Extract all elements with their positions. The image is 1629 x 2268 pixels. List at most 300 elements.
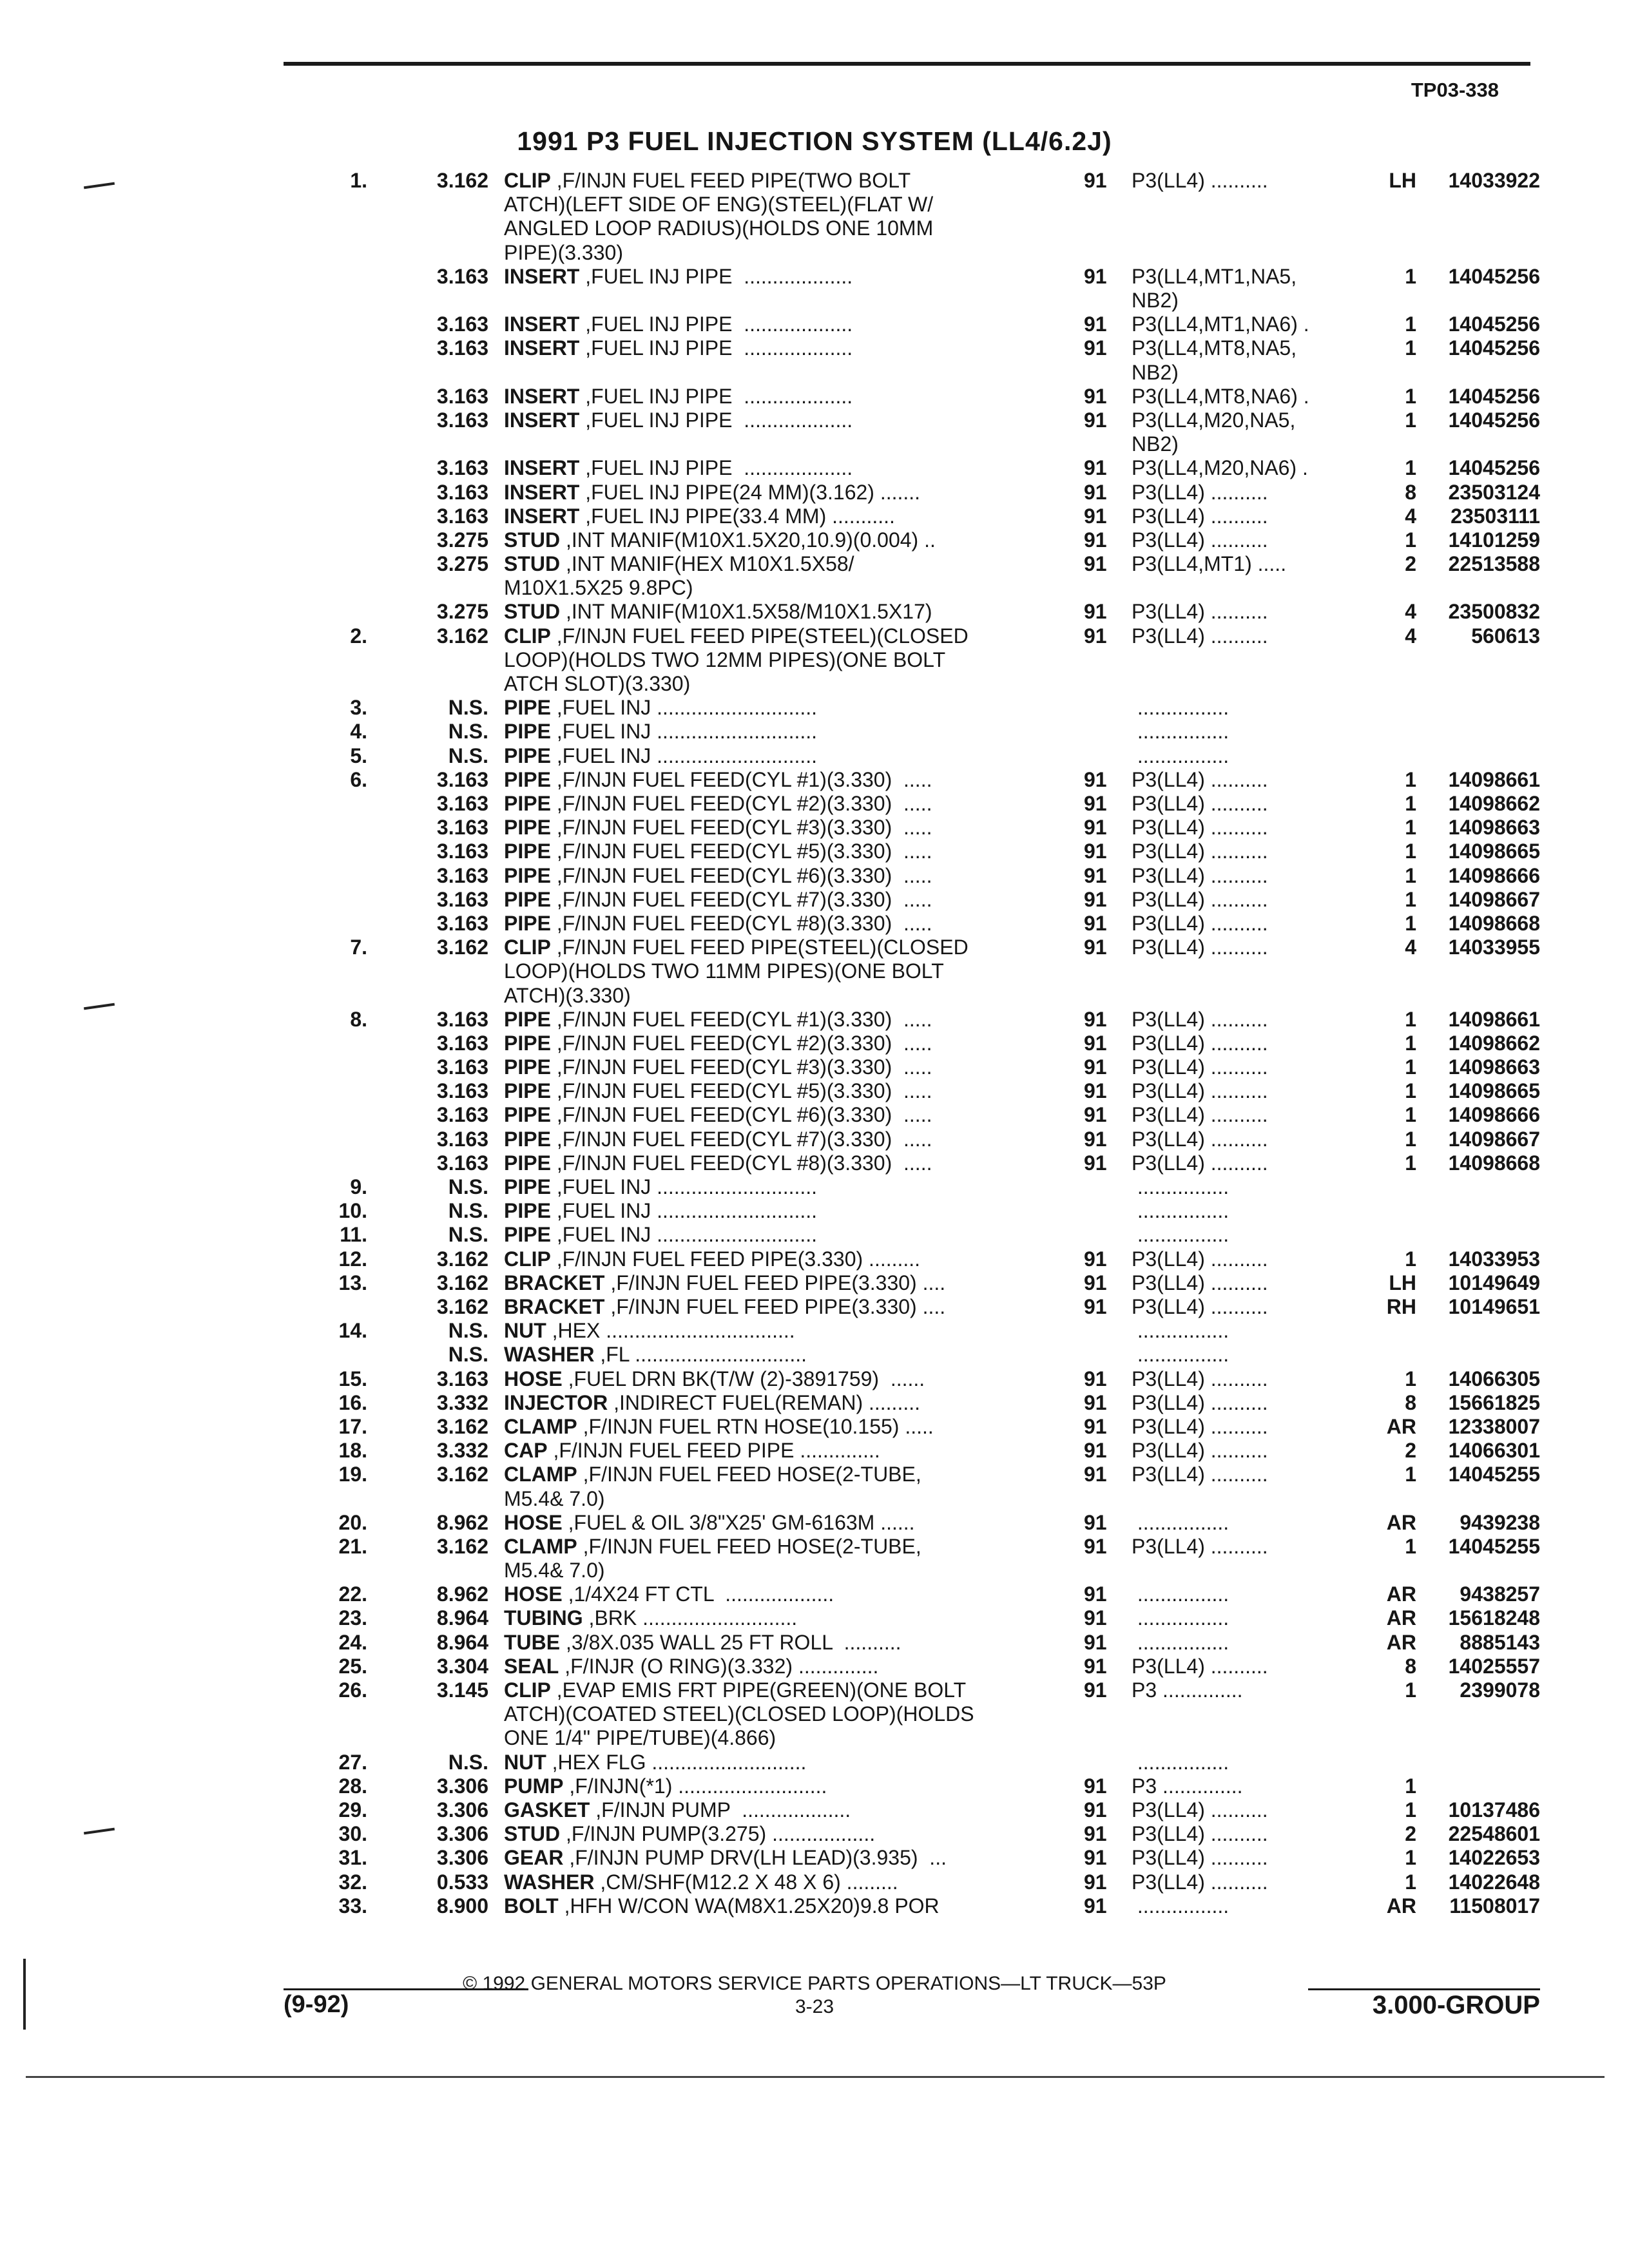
part-row — [0, 1343, 1629, 1367]
model-usage: P3(LL4) .......... — [1132, 1870, 1268, 1894]
model-year: 91 — [1084, 312, 1107, 336]
group-number: 0.533 — [436, 1870, 488, 1894]
part-number: 14098667 — [1448, 1127, 1540, 1151]
model-year: 91 — [1084, 1846, 1107, 1870]
part-description — [504, 1415, 1032, 1439]
part-detail: ,F/INJN FUEL FEED(CYL #6)(3.330) ..... — [550, 863, 932, 887]
group-number: 3.163 — [436, 312, 488, 336]
model-usage: P3 .............. — [1132, 1678, 1243, 1702]
model-year: 91 — [1084, 504, 1107, 528]
model-usage: P3(LL4) .......... — [1132, 1846, 1268, 1870]
model-usage: ................ — [1132, 720, 1229, 744]
part-description — [504, 408, 1032, 432]
model-year: 91 — [1084, 552, 1107, 576]
part-name: CLAMP — [504, 1414, 577, 1438]
model-usage: P3(LL4) .......... — [1132, 911, 1268, 935]
part-row — [0, 600, 1629, 624]
part-name: PIPE — [504, 911, 551, 935]
part-description — [504, 265, 1032, 289]
part-detail: ,FUEL INJ ............................ — [550, 744, 818, 767]
part-number: 14098663 — [1448, 1055, 1540, 1079]
part-description — [504, 336, 1032, 360]
part-number: 14098663 — [1448, 816, 1540, 840]
part-description — [504, 1774, 1032, 1798]
part-name: TUBING — [504, 1606, 583, 1630]
part-number: 14098661 — [1448, 1007, 1540, 1031]
part-name: PIPE — [504, 1151, 551, 1175]
part-row — [0, 1678, 1629, 1751]
group-number: 3.163 — [436, 1007, 488, 1031]
model-year: 91 — [1084, 480, 1107, 504]
part-row — [0, 385, 1629, 408]
footer-copyright: © 1992 GENERAL MOTORS SERVICE PARTS OPERATIONS—LT TRUCK—53P — [463, 1973, 1166, 1994]
ref-number: 10. — [338, 1199, 367, 1223]
ref-number: 21. — [338, 1534, 367, 1558]
part-detail: ,FUEL INJ ............................ — [550, 1199, 818, 1223]
quantity: LH — [1389, 1271, 1416, 1294]
ref-number: 33. — [338, 1894, 367, 1917]
group-number: 3.163 — [436, 1055, 488, 1079]
part-description — [504, 768, 1032, 792]
group-number: 3.163 — [436, 504, 488, 528]
part-description — [504, 169, 1032, 265]
model-year: 91 — [1084, 600, 1107, 624]
model-year: 91 — [1084, 1630, 1107, 1654]
model-usage: ................ — [1132, 1343, 1229, 1367]
part-description — [504, 1894, 1032, 1918]
part-row — [0, 1295, 1629, 1319]
part-name: PIPE — [504, 1103, 551, 1127]
part-row — [0, 768, 1629, 792]
part-number: 2399078 — [1460, 1678, 1540, 1702]
part-name: WASHER — [504, 1870, 595, 1894]
part-detail: ,FUEL INJ PIPE ................... — [579, 408, 853, 432]
part-number: 14033955 — [1448, 936, 1540, 959]
quantity: 1 — [1405, 1534, 1416, 1558]
part-detail: ,F/INJN PUMP ................... — [590, 1798, 851, 1821]
model-usage: P3(LL4) .......... — [1132, 1007, 1268, 1031]
part-number: 10149649 — [1448, 1271, 1540, 1294]
part-row — [0, 1032, 1629, 1055]
part-description — [504, 1343, 1032, 1367]
part-name: PIPE — [504, 1127, 551, 1151]
part-number: 14098668 — [1448, 1151, 1540, 1175]
part-row — [0, 1606, 1629, 1630]
quantity: 2 — [1405, 1439, 1416, 1463]
part-row — [0, 1846, 1629, 1870]
quantity: 8 — [1405, 1654, 1416, 1678]
part-row — [0, 1103, 1629, 1127]
quantity: 8 — [1405, 1390, 1416, 1414]
ref-number: 22. — [338, 1582, 367, 1606]
quantity: 1 — [1405, 911, 1416, 935]
group-number: 3.162 — [436, 1247, 488, 1271]
part-description — [504, 1199, 1032, 1223]
part-number: 15618248 — [1448, 1606, 1540, 1630]
part-description — [504, 1391, 1032, 1415]
part-description — [504, 1175, 1032, 1199]
part-number: 14045255 — [1448, 1534, 1540, 1558]
group-number: 3.163 — [436, 384, 488, 408]
part-row — [0, 481, 1629, 505]
group-number: 8.964 — [436, 1606, 488, 1630]
part-row — [0, 312, 1629, 336]
model-year: 91 — [1084, 1774, 1107, 1798]
part-row — [0, 840, 1629, 863]
part-description — [504, 456, 1032, 480]
part-description — [504, 600, 1032, 624]
part-detail: ,HFH W/CON WA(M8X1.25X20)9.8 POR — [558, 1894, 940, 1917]
part-detail: ,F/INJN FUEL FEED(CYL #2)(3.330) ..... — [550, 1031, 932, 1055]
model-year: 91 — [1084, 1870, 1107, 1894]
part-description — [504, 1870, 1032, 1894]
part-description — [504, 481, 1032, 505]
group-number: 3.275 — [436, 528, 488, 552]
model-usage: P3(LL4) .......... — [1132, 1463, 1268, 1486]
ref-number: 7. — [350, 936, 367, 959]
model-usage: ................ — [1132, 744, 1229, 767]
part-row — [0, 792, 1629, 816]
group-number: 3.163 — [436, 1127, 488, 1151]
model-usage: P3(LL4) .......... — [1132, 480, 1268, 504]
part-row — [0, 720, 1629, 744]
model-year: 91 — [1084, 1606, 1107, 1630]
part-row — [0, 265, 1629, 312]
part-description — [504, 1751, 1032, 1774]
model-year: 91 — [1084, 767, 1107, 791]
quantity: 1 — [1405, 1678, 1416, 1702]
part-name: BOLT — [504, 1894, 559, 1917]
ref-number: 5. — [350, 744, 367, 767]
part-detail: ,FUEL INJ PIPE ................... — [579, 384, 853, 408]
model-usage: P3(LL4,MT1) ..... — [1132, 552, 1287, 576]
group-number: N.S. — [448, 1199, 488, 1223]
part-name: PIPE — [504, 1079, 551, 1103]
bottom-rule — [26, 2076, 1605, 2078]
model-usage: P3 .............. — [1132, 1774, 1243, 1798]
part-number: 10137486 — [1448, 1798, 1540, 1821]
quantity: 1 — [1405, 264, 1416, 288]
part-detail: ,F/INJN FUEL FEED PIPE(STEEL)(CLOSED LOOP)(HOLDS TWO 12MM PIPES)(ONE BOLT ATCH SLOT)(3.330) — [504, 624, 969, 696]
part-name: INSERT — [504, 408, 580, 432]
group-number: 3.163 — [436, 264, 488, 288]
part-number: 560613 — [1471, 624, 1540, 648]
part-description — [504, 1223, 1032, 1247]
quantity: 1 — [1405, 1870, 1416, 1894]
part-row — [0, 912, 1629, 936]
model-usage: P3(LL4) .......... — [1132, 887, 1268, 911]
quantity: 1 — [1405, 312, 1416, 336]
part-number: 14045256 — [1448, 312, 1540, 336]
part-detail: ,HEX FLG ........................... — [546, 1750, 807, 1774]
model-year: 91 — [1084, 1127, 1107, 1151]
group-number: 3.163 — [436, 767, 488, 791]
quantity: 8 — [1405, 480, 1416, 504]
model-year: 91 — [1084, 336, 1107, 360]
part-row — [0, 1079, 1629, 1103]
model-year: 91 — [1084, 1414, 1107, 1438]
part-detail: ,F/INJN(*1) .......................... — [563, 1774, 827, 1798]
group-number: 3.162 — [436, 1294, 488, 1318]
part-name: PIPE — [504, 792, 551, 816]
ref-number: 1. — [350, 169, 367, 192]
part-name: CLIP — [504, 1678, 551, 1702]
part-name: PIPE — [504, 1055, 551, 1079]
part-description — [504, 792, 1032, 816]
ref-number: 15. — [338, 1367, 367, 1390]
quantity: 1 — [1405, 528, 1416, 552]
part-detail: ,F/INJN PUMP DRV(LH LEAD)(3.935) ... — [563, 1846, 947, 1870]
part-description — [504, 1678, 1032, 1751]
part-name: BRACKET — [504, 1271, 605, 1294]
part-name: INSERT — [504, 504, 580, 528]
ref-number: 19. — [338, 1463, 367, 1486]
quantity: 4 — [1405, 936, 1416, 959]
part-description — [504, 312, 1032, 336]
part-detail: ,F/INJN FUEL FEED PIPE(STEEL)(CLOSED LOOP)(HOLDS TWO 11MM PIPES)(ONE BOLT ATCH)(3.330) — [504, 936, 969, 1007]
quantity: 1 — [1405, 408, 1416, 432]
part-number: 14098665 — [1448, 840, 1540, 863]
group-number: 3.163 — [436, 816, 488, 840]
part-row — [0, 1798, 1629, 1822]
quantity: RH — [1386, 1294, 1416, 1318]
group-number: 3.163 — [436, 408, 488, 432]
group-number: 3.162 — [436, 624, 488, 648]
model-year: 91 — [1084, 1822, 1107, 1846]
part-row — [0, 1511, 1629, 1535]
model-usage: P3(LL4,MT8,NA6) . — [1132, 384, 1309, 408]
part-detail: ,F/INJN FUEL FEED PIPE(3.330) ......... — [550, 1247, 921, 1271]
group-number: 8.962 — [436, 1582, 488, 1606]
part-number: 14098666 — [1448, 863, 1540, 887]
group-number: 3.163 — [436, 336, 488, 360]
part-detail: ,FUEL INJ PIPE(24 MM)(3.162) ....... — [579, 480, 921, 504]
part-number: 10149651 — [1448, 1294, 1540, 1318]
model-year: 91 — [1084, 1534, 1107, 1558]
model-usage: P3(LL4) .......... — [1132, 528, 1268, 552]
part-name: PIPE — [504, 1175, 551, 1199]
part-name: PIPE — [504, 1031, 551, 1055]
part-name: PIPE — [504, 720, 551, 744]
part-description — [504, 1032, 1032, 1055]
part-description — [504, 1822, 1032, 1846]
quantity: 1 — [1405, 1774, 1416, 1798]
part-row — [0, 1128, 1629, 1151]
model-year: 91 — [1084, 264, 1107, 288]
quantity: 1 — [1405, 816, 1416, 840]
part-name: GEAR — [504, 1846, 564, 1870]
part-name: BRACKET — [504, 1294, 605, 1318]
group-number: N.S. — [448, 1175, 488, 1199]
part-row — [0, 936, 1629, 1008]
part-number: 14045256 — [1448, 408, 1540, 432]
group-number: 3.306 — [436, 1798, 488, 1821]
page-title: 1991 P3 FUEL INJECTION SYSTEM (LL4/6.2J) — [517, 126, 1112, 156]
quantity: 1 — [1405, 887, 1416, 911]
part-description — [504, 1511, 1032, 1535]
quantity: 4 — [1405, 504, 1416, 528]
part-name: INSERT — [504, 480, 580, 504]
model-year: 91 — [1084, 408, 1107, 432]
part-description — [504, 888, 1032, 912]
model-usage: ................ — [1132, 1630, 1229, 1654]
model-year: 91 — [1084, 1463, 1107, 1486]
model-usage: P3(LL4) .......... — [1132, 792, 1268, 816]
ref-number: 29. — [338, 1798, 367, 1821]
model-usage: ................ — [1132, 1223, 1229, 1247]
part-name: PIPE — [504, 887, 551, 911]
ref-number: 14. — [338, 1319, 367, 1343]
part-number: 11508017 — [1449, 1894, 1540, 1917]
model-usage: P3(LL4) .......... — [1132, 1247, 1268, 1271]
part-description — [504, 1247, 1032, 1271]
part-row — [0, 505, 1629, 528]
group-number: 3.145 — [436, 1678, 488, 1702]
part-number: 14098662 — [1448, 792, 1540, 816]
model-year: 91 — [1084, 936, 1107, 959]
group-number: 3.162 — [436, 1463, 488, 1486]
part-row — [0, 1151, 1629, 1175]
model-year: 91 — [1084, 840, 1107, 863]
model-usage: ................ — [1132, 1319, 1229, 1343]
part-row — [0, 1822, 1629, 1846]
part-description — [504, 385, 1032, 408]
part-description — [504, 1846, 1032, 1870]
group-number: N.S. — [448, 1343, 488, 1367]
part-number: 14045256 — [1448, 384, 1540, 408]
part-detail: ,INT MANIF(M10X1.5X20,10.9)(0.004) .. — [560, 528, 936, 552]
part-number: 14101259 — [1448, 528, 1540, 552]
model-usage: P3(LL4) .......... — [1132, 624, 1268, 648]
model-year: 91 — [1084, 1151, 1107, 1175]
model-year: 91 — [1084, 1510, 1107, 1534]
ref-number: 26. — [338, 1678, 367, 1702]
part-name: CLIP — [504, 624, 551, 648]
part-detail: ,EVAP EMIS FRT PIPE(GREEN)(ONE BOLT ATCH)(COATED STEEL)(CLOSED LOOP)(HOLDS ONE 1/4" PIPE/TUBE)(4.866) — [504, 1678, 974, 1750]
model-usage: P3(LL4) .......... — [1132, 1271, 1268, 1294]
quantity: 1 — [1405, 863, 1416, 887]
part-name: PUMP — [504, 1774, 564, 1798]
group-number: 3.163 — [436, 840, 488, 863]
part-detail: ,F/INJN FUEL FEED PIPE .............. — [547, 1439, 880, 1463]
part-name: STUD — [504, 600, 561, 624]
part-number: 9438257 — [1460, 1582, 1540, 1606]
part-name: CLAMP — [504, 1463, 577, 1486]
part-row — [0, 1367, 1629, 1391]
group-number: 3.162 — [436, 1414, 488, 1438]
part-detail: ,F/INJN FUEL FEED(CYL #2)(3.330) ..... — [550, 792, 932, 816]
model-usage: P3(LL4) .......... — [1132, 840, 1268, 863]
quantity: 1 — [1405, 1367, 1416, 1390]
part-number: 14098661 — [1448, 767, 1540, 791]
part-detail: ,FUEL & OIL 3/8"X25' GM-6163M ...... — [562, 1510, 915, 1534]
group-number: 3.275 — [436, 552, 488, 576]
model-usage: ................ — [1132, 1606, 1229, 1630]
group-number: 3.163 — [436, 456, 488, 480]
part-detail: ,FL .............................. — [594, 1343, 807, 1367]
part-description — [504, 1128, 1032, 1151]
model-usage: P3(LL4) .......... — [1132, 1031, 1268, 1055]
part-number: 22548601 — [1448, 1822, 1540, 1846]
quantity: 1 — [1405, 1079, 1416, 1103]
part-detail: ,1/4X24 FT CTL ................... — [562, 1582, 834, 1606]
part-row — [0, 1175, 1629, 1199]
part-detail: ,FUEL DRN BK(T/W (2)-3891759) ...... — [562, 1367, 925, 1390]
quantity: 1 — [1405, 336, 1416, 360]
model-usage: ................ — [1132, 1894, 1229, 1917]
footer-group: 3.000-GROUP — [1372, 1991, 1540, 2019]
part-name: PIPE — [504, 767, 551, 791]
quantity: AR — [1386, 1894, 1416, 1917]
group-number: 3.163 — [436, 863, 488, 887]
part-row — [0, 1055, 1629, 1079]
group-number: 3.163 — [436, 792, 488, 816]
part-detail: ,F/INJN FUEL FEED(CYL #1)(3.330) ..... — [550, 1007, 932, 1031]
part-row — [0, 528, 1629, 552]
part-name: WASHER — [504, 1343, 595, 1367]
part-detail: ,F/INJN PUMP(3.275) .................. — [560, 1822, 876, 1846]
group-number: 3.163 — [436, 887, 488, 911]
model-usage: P3(LL4) .......... — [1132, 600, 1268, 624]
part-description — [504, 1319, 1032, 1343]
model-year: 91 — [1084, 528, 1107, 552]
part-detail: ,F/INJN FUEL FEED(CYL #8)(3.330) ..... — [550, 911, 932, 935]
quantity: 4 — [1405, 624, 1416, 648]
model-usage: P3(LL4) .......... — [1132, 816, 1268, 840]
group-number: 3.163 — [436, 1151, 488, 1175]
part-number: 12338007 — [1448, 1414, 1540, 1438]
quantity: 1 — [1405, 1846, 1416, 1870]
quantity: 1 — [1405, 1103, 1416, 1127]
part-name: PIPE — [504, 816, 551, 840]
group-number: 3.332 — [436, 1390, 488, 1414]
part-row — [0, 1271, 1629, 1295]
part-description — [504, 864, 1032, 888]
model-year: 91 — [1084, 1367, 1107, 1390]
part-number: 14025557 — [1448, 1654, 1540, 1678]
part-name: NUT — [504, 1750, 546, 1774]
part-detail: ,F/INJR (O RING)(3.332) .............. — [559, 1654, 879, 1678]
part-description — [504, 1295, 1032, 1319]
model-usage: ................ — [1132, 696, 1229, 720]
part-detail: ,F/INJN FUEL FEED PIPE(TWO BOLT ATCH)(LEFT SIDE OF ENG)(STEEL)(FLAT W/ ANGLED LOOP RADIUS)(HOLDS ONE 10MM PIPE)(3.330) — [504, 169, 934, 264]
quantity: 1 — [1405, 840, 1416, 863]
part-row — [0, 1894, 1629, 1918]
model-year: 91 — [1084, 1798, 1107, 1821]
model-usage: P3(LL4) .......... — [1132, 1414, 1268, 1438]
group-number: 8.900 — [436, 1894, 488, 1917]
part-number: 14033953 — [1448, 1247, 1540, 1271]
part-detail: ,INDIRECT FUEL(REMAN) ......... — [608, 1390, 920, 1414]
model-usage: P3(LL4) .......... — [1132, 1103, 1268, 1127]
part-row — [0, 1870, 1629, 1894]
part-name: PIPE — [504, 696, 551, 720]
quantity: LH — [1389, 169, 1416, 192]
part-row — [0, 1774, 1629, 1798]
part-number: 9439238 — [1460, 1510, 1540, 1534]
part-number: 23503124 — [1448, 480, 1540, 504]
part-detail: ,F/INJN FUEL RTN HOSE(10.155) ..... — [577, 1414, 934, 1438]
part-detail: ,CM/SHF(M12.2 X 48 X 6) ......... — [594, 1870, 898, 1894]
part-number: 14022653 — [1448, 1846, 1540, 1870]
part-number: 14098667 — [1448, 887, 1540, 911]
group-number: N.S. — [448, 1750, 488, 1774]
top-rule — [284, 62, 1530, 66]
part-description — [504, 528, 1032, 552]
group-number: N.S. — [448, 744, 488, 767]
part-row — [0, 1463, 1629, 1510]
group-number: 3.163 — [436, 1367, 488, 1390]
